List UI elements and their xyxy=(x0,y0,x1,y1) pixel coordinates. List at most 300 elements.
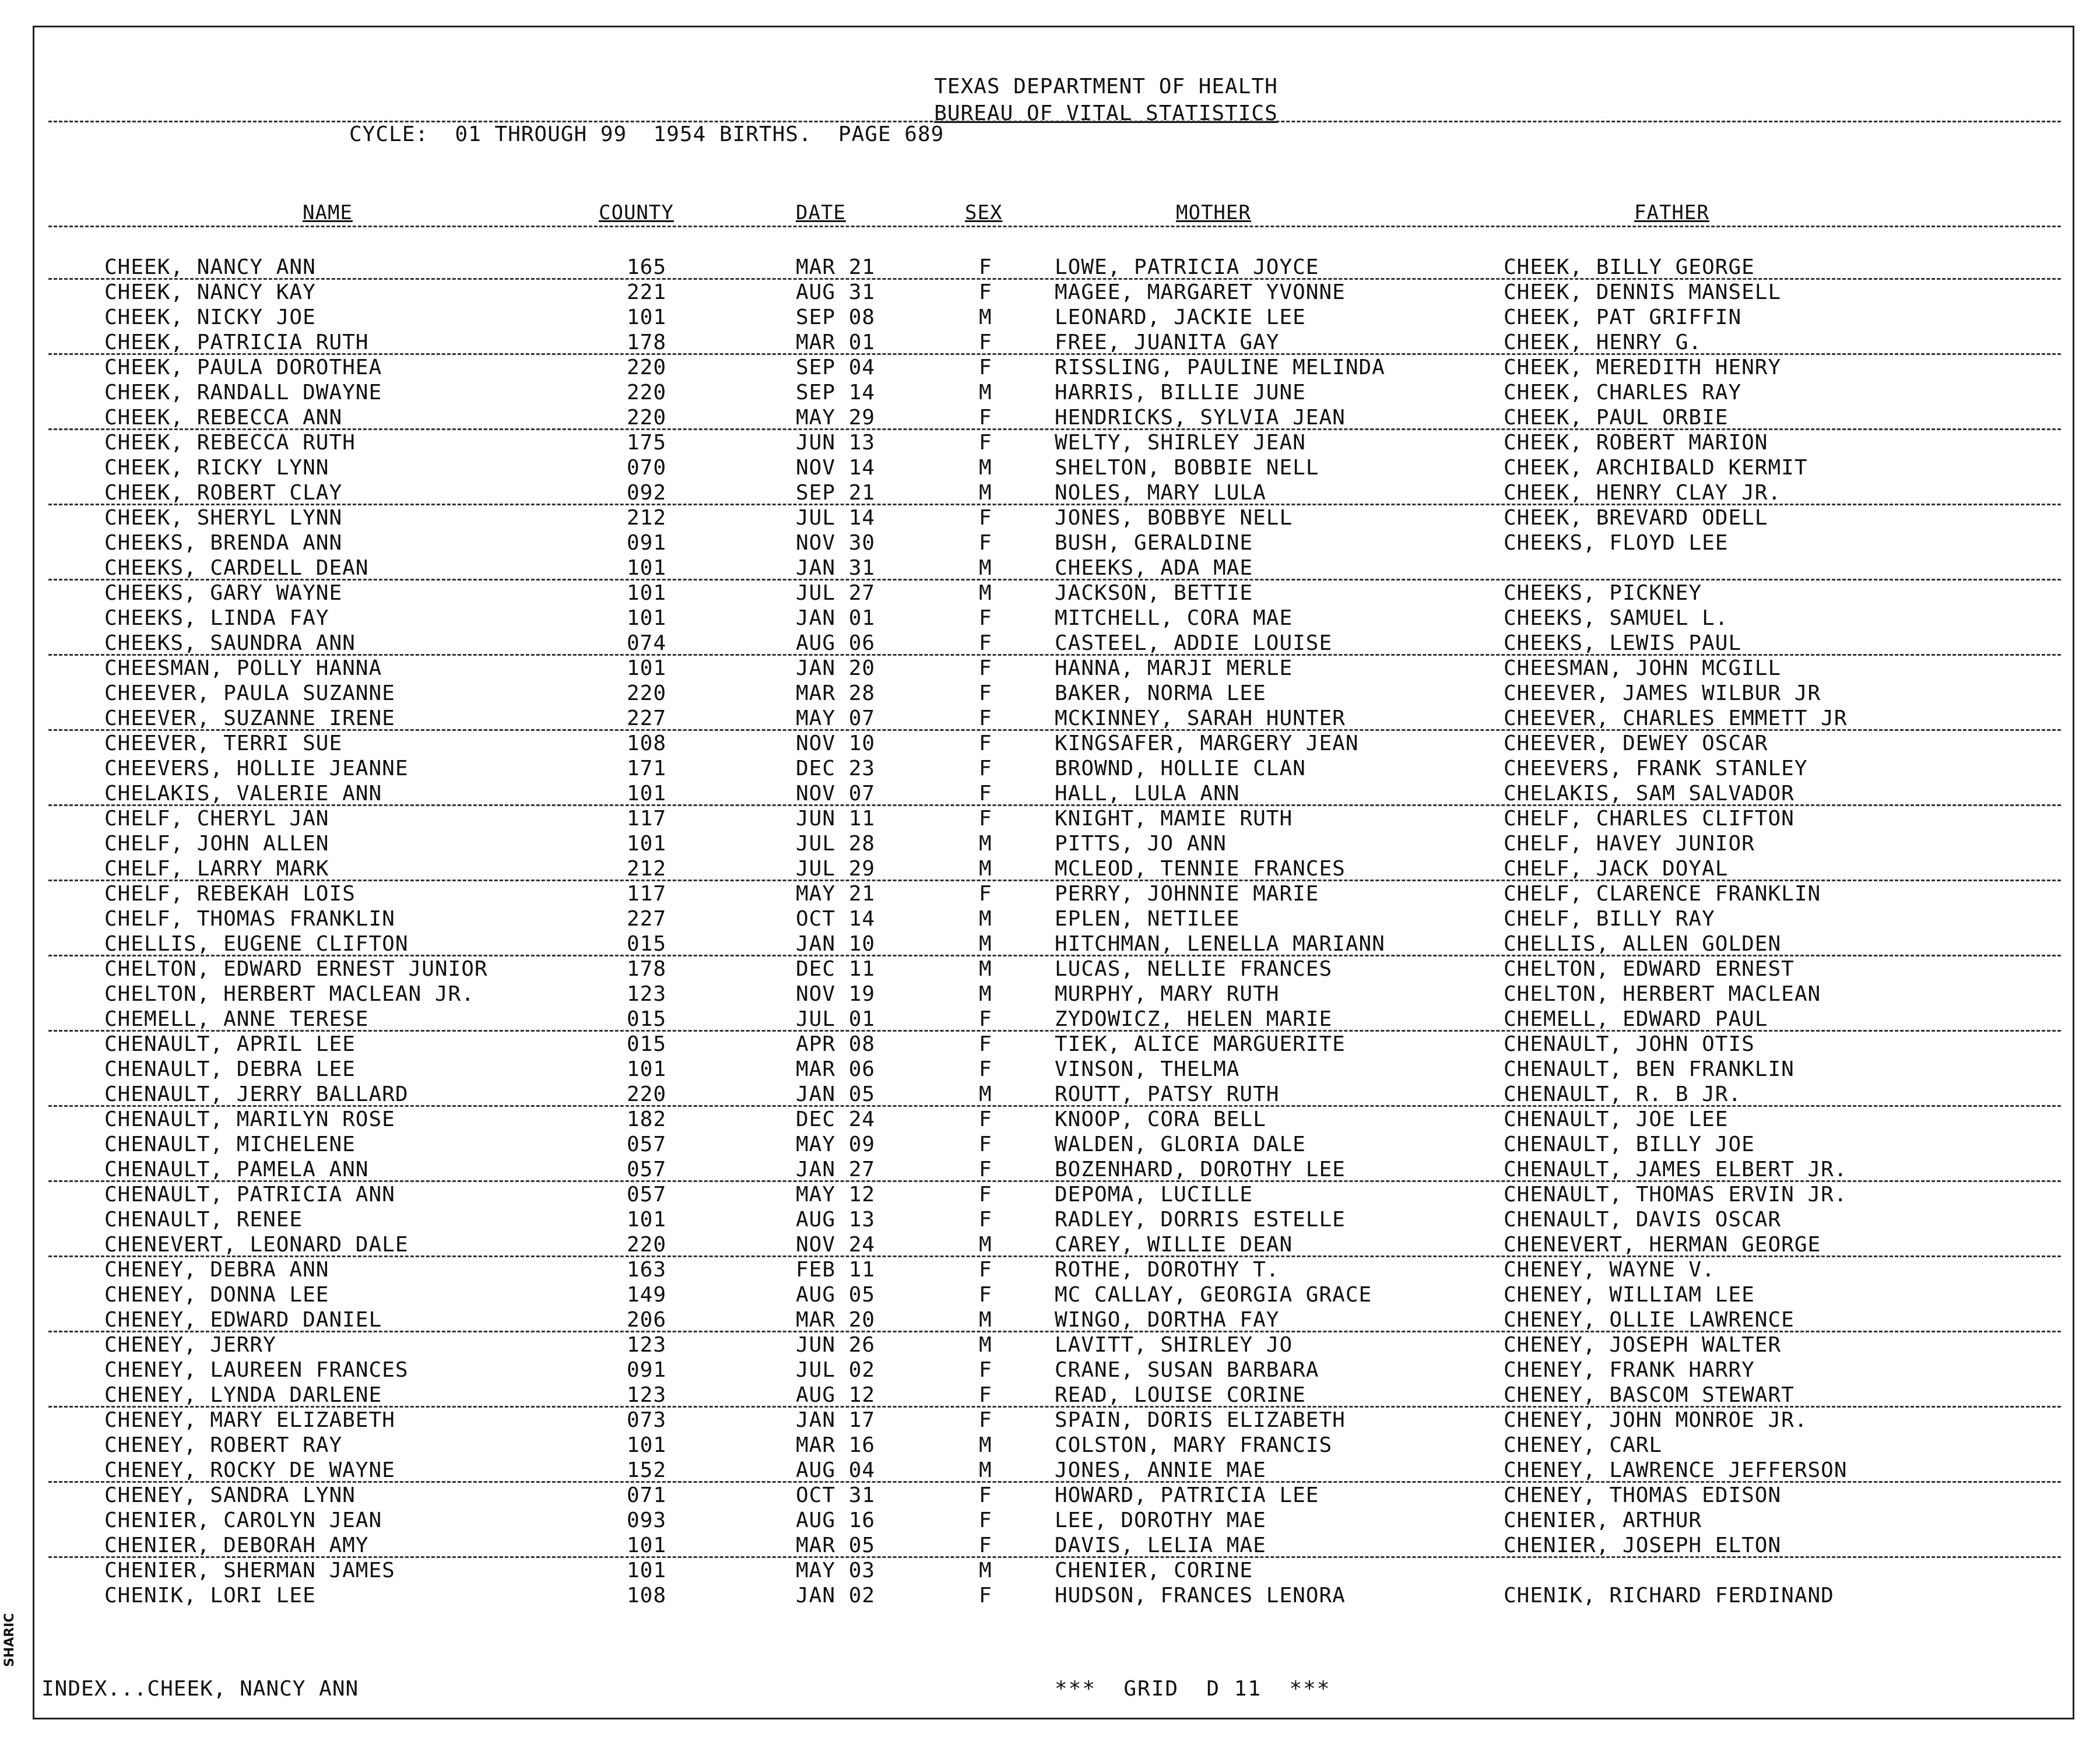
cell-date: DEC 23 xyxy=(796,757,876,780)
cell-mother: HALL, LULA ANN xyxy=(1055,782,1240,806)
cell-mother: WELTY, SHIRLEY JEAN xyxy=(1055,431,1306,455)
cell-father: CHENAULT, THOMAS ERVIN JR. xyxy=(1504,1183,1848,1207)
cell-sex: F xyxy=(979,506,992,530)
table-row xyxy=(34,530,2073,555)
cell-county: 101 xyxy=(627,305,667,329)
cell-mother: HANNA, MARJI MERLE xyxy=(1055,656,1293,680)
cell-name: CHEEK, NICKY JOE xyxy=(104,305,316,329)
cell-name: CHENIER, SHERMAN JAMES xyxy=(104,1559,395,1582)
cell-mother: JONES, BOBBYE NELL xyxy=(1055,506,1293,530)
table-row xyxy=(34,1408,2073,1433)
column-header-county: COUNTY xyxy=(599,201,674,224)
cell-county: 206 xyxy=(627,1308,667,1332)
cell-name: CHELTON, HERBERT MACLEAN JR. xyxy=(104,982,475,1006)
cell-father: CHEMELL, EDWARD PAUL xyxy=(1504,1007,1768,1031)
cell-county: 117 xyxy=(627,807,667,831)
cell-date: MAR 21 xyxy=(796,255,876,279)
cell-county: 123 xyxy=(627,1333,667,1357)
cell-sex: M xyxy=(979,581,992,605)
cell-date: JUL 29 xyxy=(796,857,876,881)
cell-date: JAN 02 xyxy=(796,1584,876,1608)
cell-mother: JACKSON, BETTIE xyxy=(1055,581,1253,605)
cell-county: 101 xyxy=(627,556,667,580)
cell-sex: F xyxy=(979,356,992,379)
cell-father: CHENEY, BASCOM STEWART xyxy=(1504,1383,1795,1407)
cell-name: CHENEY, DEBRA ANN xyxy=(104,1258,329,1282)
table-row xyxy=(34,1057,2073,1082)
cell-county: 149 xyxy=(627,1283,667,1307)
cell-name: CHEEK, REBECCA ANN xyxy=(104,406,343,430)
table-row xyxy=(34,856,2073,881)
cell-mother: CASTEEL, ADDIE LOUISE xyxy=(1055,631,1333,655)
cell-county: 101 xyxy=(627,581,667,605)
table-row xyxy=(34,881,2073,906)
cell-date: NOV 10 xyxy=(796,731,876,755)
cell-name: CHELF, THOMAS FRANKLIN xyxy=(104,907,395,931)
cell-mother: TIEK, ALICE MARGUERITE xyxy=(1055,1032,1346,1056)
cell-date: JAN 17 xyxy=(796,1408,876,1432)
cell-mother: ROUTT, PATSY RUTH xyxy=(1055,1082,1280,1106)
cell-date: NOV 14 xyxy=(796,456,876,480)
cell-father: CHEEK, BREVARD ODELL xyxy=(1504,506,1768,530)
table-row xyxy=(34,1132,2073,1157)
cell-date: AUG 16 xyxy=(796,1508,876,1532)
cell-father: CHENAULT, DAVIS OSCAR xyxy=(1504,1208,1782,1232)
cell-mother: CHEEKS, ADA MAE xyxy=(1055,556,1253,580)
cell-sex: F xyxy=(979,431,992,455)
table-row xyxy=(34,656,2073,681)
cell-sex: F xyxy=(979,706,992,730)
cell-name: CHEEVER, PAULA SUZANNE xyxy=(104,681,395,705)
cell-date: MAR 06 xyxy=(796,1057,876,1081)
cell-mother: COLSTON, MARY FRANCIS xyxy=(1055,1433,1333,1457)
cell-date: JAN 27 xyxy=(796,1158,876,1181)
cell-date: NOV 24 xyxy=(796,1233,876,1257)
cell-name: CHENAULT, MICHELENE xyxy=(104,1132,356,1156)
cell-name: CHELTON, EDWARD ERNEST JUNIOR xyxy=(104,957,488,981)
cell-county: 073 xyxy=(627,1408,667,1432)
cell-name: CHEEKS, CARDELL DEAN xyxy=(104,556,369,580)
cell-father: CHENIK, RICHARD FERDINAND xyxy=(1504,1584,1834,1608)
table-row xyxy=(34,505,2073,530)
table-row xyxy=(34,255,2073,280)
table-row xyxy=(34,1558,2073,1583)
cell-father: CHEEVERS, FRANK STANLEY xyxy=(1504,757,1808,780)
cell-father: CHENIER, ARTHUR xyxy=(1504,1508,1702,1532)
cell-date: AUG 06 xyxy=(796,631,876,655)
cell-mother: CRANE, SUSAN BARBARA xyxy=(1055,1358,1319,1382)
cell-county: 101 xyxy=(627,1433,667,1457)
cell-mother: KNOOP, CORA BELL xyxy=(1055,1107,1266,1131)
cell-father: CHELF, JACK DOYAL xyxy=(1504,857,1729,881)
cell-mother: MAGEE, MARGARET YVONNE xyxy=(1055,280,1346,304)
cell-mother: KNIGHT, MAMIE RUTH xyxy=(1055,807,1293,831)
cell-date: SEP 14 xyxy=(796,381,876,405)
cell-mother: MURPHY, MARY RUTH xyxy=(1055,982,1280,1006)
cell-mother: DAVIS, LELIA MAE xyxy=(1055,1534,1266,1557)
cell-mother: ROTHE, DOROTHY T. xyxy=(1055,1258,1280,1282)
cell-mother: CAREY, WILLIE DEAN xyxy=(1055,1233,1293,1257)
cell-name: CHELF, CHERYL JAN xyxy=(104,807,329,831)
cell-name: CHENIER, CAROLYN JEAN xyxy=(104,1508,382,1532)
cell-sex: F xyxy=(979,1383,992,1407)
cell-father: CHEEK, ARCHIBALD KERMIT xyxy=(1504,456,1808,480)
cell-mother: LAVITT, SHIRLEY JO xyxy=(1055,1333,1293,1357)
cell-mother: EPLEN, NETILEE xyxy=(1055,907,1240,931)
table-row xyxy=(34,380,2073,405)
cell-name: CHELLIS, EUGENE CLIFTON xyxy=(104,932,409,956)
cell-mother: MCLEOD, TENNIE FRANCES xyxy=(1055,857,1346,881)
cell-mother: PERRY, JOHNNIE MARIE xyxy=(1055,882,1319,906)
cell-sex: M xyxy=(979,1082,992,1106)
table-row xyxy=(34,1332,2073,1357)
cell-name: CHEEK, SHERYL LYNN xyxy=(104,506,343,530)
cell-county: 015 xyxy=(627,932,667,956)
cell-mother: BUSH, GERALDINE xyxy=(1055,531,1253,555)
table-row xyxy=(34,1232,2073,1257)
cell-father: CHEEK, DENNIS MANSELL xyxy=(1504,280,1782,304)
cell-date: OCT 31 xyxy=(796,1483,876,1507)
cell-father: CHEEK, PAUL ORBIE xyxy=(1504,406,1729,430)
cell-father: CHEEKS, PICKNEY xyxy=(1504,581,1702,605)
column-header-name: NAME xyxy=(303,201,353,224)
cell-county: 091 xyxy=(627,531,667,555)
cell-sex: F xyxy=(979,1007,992,1031)
cell-date: AUG 13 xyxy=(796,1208,876,1232)
cell-county: 220 xyxy=(627,356,667,379)
table-row xyxy=(34,1583,2073,1608)
column-header-father: FATHER xyxy=(1634,201,1709,224)
cell-date: DEC 24 xyxy=(796,1107,876,1131)
cell-sex: F xyxy=(979,1032,992,1056)
table-row xyxy=(34,1483,2073,1508)
cell-date: NOV 07 xyxy=(796,782,876,806)
cell-mother: HOWARD, PATRICIA LEE xyxy=(1055,1483,1319,1507)
cell-mother: BAKER, NORMA LEE xyxy=(1055,681,1266,705)
table-row xyxy=(34,555,2073,581)
cell-mother: LOWE, PATRICIA JOYCE xyxy=(1055,255,1319,279)
cell-name: CHENIER, DEBORAH AMY xyxy=(104,1534,369,1557)
cell-name: CHEEVERS, HOLLIE JEANNE xyxy=(104,757,409,780)
cell-county: 212 xyxy=(627,506,667,530)
cell-county: 178 xyxy=(627,957,667,981)
table-row xyxy=(34,280,2073,305)
cell-name: CHELAKIS, VALERIE ANN xyxy=(104,782,382,806)
cell-father: CHENAULT, BEN FRANKLIN xyxy=(1504,1057,1795,1081)
cell-father: CHENAULT, JAMES ELBERT JR. xyxy=(1504,1158,1848,1181)
cell-father: CHEEK, ROBERT MARION xyxy=(1504,431,1768,455)
cell-father: CHENEY, FRANK HARRY xyxy=(1504,1358,1755,1382)
cell-date: JUL 28 xyxy=(796,832,876,856)
table-row xyxy=(34,1307,2073,1332)
table-row xyxy=(34,931,2073,956)
cell-date: SEP 08 xyxy=(796,305,876,329)
cell-sex: F xyxy=(979,1258,992,1282)
cell-date: SEP 04 xyxy=(796,356,876,379)
cell-mother: PITTS, JO ANN xyxy=(1055,832,1227,856)
cell-father: CHENAULT, JOE LEE xyxy=(1504,1107,1729,1131)
table-row xyxy=(34,330,2073,355)
cell-county: 220 xyxy=(627,406,667,430)
column-header-date: DATE xyxy=(796,201,846,224)
table-row xyxy=(34,1357,2073,1383)
cell-father: CHENEY, OLLIE LAWRENCE xyxy=(1504,1308,1795,1332)
cell-county: 220 xyxy=(627,1233,667,1257)
cell-sex: F xyxy=(979,531,992,555)
cell-county: 108 xyxy=(627,731,667,755)
cell-sex: M xyxy=(979,456,992,480)
cell-date: AUG 05 xyxy=(796,1283,876,1307)
cell-sex: M xyxy=(979,857,992,881)
table-row xyxy=(34,681,2073,706)
cell-sex: F xyxy=(979,1057,992,1081)
cell-county: 163 xyxy=(627,1258,667,1282)
cell-county: 057 xyxy=(627,1132,667,1156)
cell-sex: M xyxy=(979,381,992,405)
cell-county: 101 xyxy=(627,832,667,856)
cell-date: JUN 11 xyxy=(796,807,876,831)
table-row xyxy=(34,405,2073,430)
cell-sex: M xyxy=(979,305,992,329)
cell-sex: M xyxy=(979,1333,992,1357)
cell-sex: F xyxy=(979,1508,992,1532)
table-row xyxy=(34,1207,2073,1232)
cell-mother: LEONARD, JACKIE LEE xyxy=(1055,305,1306,329)
cell-mother: HITCHMAN, LENELLA MARIANN xyxy=(1055,932,1385,956)
table-row xyxy=(34,1082,2073,1107)
cell-sex: F xyxy=(979,1534,992,1557)
cell-county: 171 xyxy=(627,757,667,780)
cell-name: CHEEK, RICKY LYNN xyxy=(104,456,329,480)
cell-name: CHENAULT, DEBRA LEE xyxy=(104,1057,356,1081)
cell-sex: M xyxy=(979,982,992,1006)
cell-name: CHEEVER, TERRI SUE xyxy=(104,731,343,755)
cell-county: 074 xyxy=(627,631,667,655)
cell-sex: F xyxy=(979,757,992,780)
table-row xyxy=(34,1032,2073,1057)
cell-father: CHENAULT, R. B JR. xyxy=(1504,1082,1742,1106)
cell-date: MAR 01 xyxy=(796,330,876,354)
cell-sex: F xyxy=(979,631,992,655)
cell-county: 101 xyxy=(627,1057,667,1081)
cell-date: AUG 31 xyxy=(796,280,876,304)
cell-name: CHELF, REBEKAH LOIS xyxy=(104,882,356,906)
cell-date: JAN 01 xyxy=(796,606,876,630)
cell-county: 123 xyxy=(627,982,667,1006)
cell-sex: M xyxy=(979,1233,992,1257)
cell-sex: F xyxy=(979,681,992,705)
cell-date: MAR 05 xyxy=(796,1534,876,1557)
cell-sex: F xyxy=(979,807,992,831)
table-row xyxy=(34,480,2073,505)
table-row xyxy=(34,956,2073,982)
cell-sex: F xyxy=(979,782,992,806)
cell-name: CHENEY, SANDRA LYNN xyxy=(104,1483,356,1507)
cell-sex: F xyxy=(979,1158,992,1181)
column-header-sex: SEX xyxy=(965,201,1003,224)
cell-name: CHEEVER, SUZANNE IRENE xyxy=(104,706,395,730)
cell-name: CHENEY, EDWARD DANIEL xyxy=(104,1308,382,1332)
cell-date: JUL 01 xyxy=(796,1007,876,1031)
cell-name: CHENIK, LORI LEE xyxy=(104,1584,316,1608)
cell-county: 220 xyxy=(627,1082,667,1106)
cell-mother: ZYDOWICZ, HELEN MARIE xyxy=(1055,1007,1333,1031)
cell-mother: RADLEY, DORRIS ESTELLE xyxy=(1055,1208,1346,1232)
cell-father: CHEEK, PAT GRIFFIN xyxy=(1504,305,1742,329)
cell-county: 101 xyxy=(627,782,667,806)
cell-sex: F xyxy=(979,255,992,279)
cell-name: CHENAULT, PATRICIA ANN xyxy=(104,1183,395,1207)
cell-name: CHEEK, NANCY KAY xyxy=(104,280,316,304)
table-row xyxy=(34,781,2073,806)
bureau-title: BUREAU OF VITAL STATISTICS xyxy=(934,101,1278,125)
cell-county: 221 xyxy=(627,280,667,304)
cell-date: DEC 11 xyxy=(796,957,876,981)
cell-county: 092 xyxy=(627,481,667,505)
cell-mother: RISSLING, PAULINE MELINDA xyxy=(1055,356,1385,379)
cell-date: JAN 31 xyxy=(796,556,876,580)
cell-sex: M xyxy=(979,907,992,931)
cell-name: CHEEKS, SAUNDRA ANN xyxy=(104,631,356,655)
table-row xyxy=(34,606,2073,631)
cell-sex: M xyxy=(979,932,992,956)
cell-county: 108 xyxy=(627,1584,667,1608)
cell-father: CHENEY, CARL xyxy=(1504,1433,1663,1457)
table-row xyxy=(34,906,2073,931)
cell-date: OCT 14 xyxy=(796,907,876,931)
cell-county: 015 xyxy=(627,1007,667,1031)
cell-sex: M xyxy=(979,1433,992,1457)
cell-county: 165 xyxy=(627,255,667,279)
cell-father: CHELTON, EDWARD ERNEST xyxy=(1504,957,1795,981)
cell-name: CHEMELL, ANNE TERESE xyxy=(104,1007,369,1031)
cell-county: 152 xyxy=(627,1458,667,1482)
cell-date: MAY 12 xyxy=(796,1183,876,1207)
cell-father: CHENEY, LAWRENCE JEFFERSON xyxy=(1504,1458,1848,1482)
cell-county: 175 xyxy=(627,431,667,455)
table-row xyxy=(34,581,2073,606)
cell-mother: HARRIS, BILLIE JUNE xyxy=(1055,381,1306,405)
cell-sex: F xyxy=(979,1107,992,1131)
table-row xyxy=(34,305,2073,330)
column-header-mother: MOTHER xyxy=(1176,201,1251,224)
table-row xyxy=(34,1383,2073,1408)
cell-sex: M xyxy=(979,556,992,580)
cell-mother: NOLES, MARY LULA xyxy=(1055,481,1266,505)
grid-footer: *** GRID D 11 *** xyxy=(1055,1677,1331,1701)
side-mark: SHARIC xyxy=(2,1613,17,1667)
cell-name: CHEEK, ROBERT CLAY xyxy=(104,481,343,505)
cell-mother: VINSON, THELMA xyxy=(1055,1057,1240,1081)
cell-date: JAN 20 xyxy=(796,656,876,680)
cell-sex: F xyxy=(979,1208,992,1232)
column-header-rule xyxy=(48,226,2061,227)
cell-sex: F xyxy=(979,1358,992,1382)
cell-date: APR 08 xyxy=(796,1032,876,1056)
cell-sex: F xyxy=(979,656,992,680)
cell-county: 220 xyxy=(627,381,667,405)
cell-father: CHENEY, JOHN MONROE JR. xyxy=(1504,1408,1808,1432)
cell-father: CHEEVER, JAMES WILBUR JR xyxy=(1504,681,1821,705)
cell-mother: HUDSON, FRANCES LENORA xyxy=(1055,1584,1346,1608)
cell-sex: F xyxy=(979,280,992,304)
cell-mother: SHELTON, BOBBIE NELL xyxy=(1055,456,1319,480)
cell-mother: MCKINNEY, SARAH HUNTER xyxy=(1055,706,1346,730)
cell-date: JUL 14 xyxy=(796,506,876,530)
table-row xyxy=(34,1007,2073,1032)
table-row xyxy=(34,1182,2073,1207)
cell-mother: LUCAS, NELLIE FRANCES xyxy=(1055,957,1333,981)
table-row xyxy=(34,731,2073,756)
cell-mother: FREE, JUANITA GAY xyxy=(1055,330,1280,354)
cell-father: CHELTON, HERBERT MACLEAN xyxy=(1504,982,1821,1006)
table-row xyxy=(34,455,2073,480)
cell-sex: M xyxy=(979,832,992,856)
cell-name: CHEEK, NANCY ANN xyxy=(104,255,316,279)
cell-father: CHEEK, HENRY G. xyxy=(1504,330,1702,354)
table-row xyxy=(34,1508,2073,1533)
cell-date: JUL 02 xyxy=(796,1358,876,1382)
cell-father: CHEEK, BILLY GEORGE xyxy=(1504,255,1755,279)
cell-name: CHENEVERT, LEONARD DALE xyxy=(104,1233,409,1257)
cell-father: CHELLIS, ALLEN GOLDEN xyxy=(1504,932,1782,956)
cell-father: CHEEVER, CHARLES EMMETT JR xyxy=(1504,706,1848,730)
cell-sex: F xyxy=(979,406,992,430)
table-row xyxy=(34,1107,2073,1132)
cell-county: 091 xyxy=(627,1358,667,1382)
cell-father: CHEEKS, FLOYD LEE xyxy=(1504,531,1729,555)
cell-date: MAR 28 xyxy=(796,681,876,705)
table-row xyxy=(34,831,2073,856)
cell-county: 101 xyxy=(627,1559,667,1582)
table-row xyxy=(34,982,2073,1007)
cell-sex: M xyxy=(979,1308,992,1332)
cell-name: CHEESMAN, POLLY HANNA xyxy=(104,656,382,680)
cell-name: CHENEY, MARY ELIZABETH xyxy=(104,1408,395,1432)
cell-sex: F xyxy=(979,1408,992,1432)
cell-mother: READ, LOUISE CORINE xyxy=(1055,1383,1306,1407)
cell-mother: JONES, ANNIE MAE xyxy=(1055,1458,1266,1482)
cell-name: CHEEK, REBECCA RUTH xyxy=(104,431,356,455)
cell-county: 093 xyxy=(627,1508,667,1532)
cell-date: MAR 20 xyxy=(796,1308,876,1332)
cell-father: CHENAULT, JOHN OTIS xyxy=(1504,1032,1755,1056)
cell-mother: MITCHELL, CORA MAE xyxy=(1055,606,1293,630)
cell-mother: SPAIN, DORIS ELIZABETH xyxy=(1055,1408,1346,1432)
cell-county: 178 xyxy=(627,330,667,354)
cycle-line: CYCLE: 01 THROUGH 99 1954 BIRTHS. PAGE 689 xyxy=(349,122,944,146)
document-page xyxy=(33,26,2074,1719)
cell-mother: BROWND, HOLLIE CLAN xyxy=(1055,757,1306,780)
table-row xyxy=(34,1458,2073,1483)
cell-county: 212 xyxy=(627,857,667,881)
cell-mother: LEE, DOROTHY MAE xyxy=(1055,1508,1266,1532)
table-row xyxy=(34,1157,2073,1182)
cell-date: MAY 21 xyxy=(796,882,876,906)
cell-father: CHENEY, THOMAS EDISON xyxy=(1504,1483,1782,1507)
cell-name: CHEEKS, LINDA FAY xyxy=(104,606,329,630)
index-footer: INDEX...CHEEK, NANCY ANN xyxy=(41,1677,359,1701)
cell-name: CHEEK, PATRICIA RUTH xyxy=(104,330,369,354)
cell-father: CHEEKS, LEWIS PAUL xyxy=(1504,631,1742,655)
cell-mother: HENDRICKS, SYLVIA JEAN xyxy=(1055,406,1346,430)
cell-sex: F xyxy=(979,330,992,354)
cell-date: MAY 07 xyxy=(796,706,876,730)
table-row xyxy=(34,706,2073,731)
cell-sex: F xyxy=(979,1584,992,1608)
cell-name: CHENEY, DONNA LEE xyxy=(104,1283,329,1307)
cell-mother: DEPOMA, LUCILLE xyxy=(1055,1183,1253,1207)
